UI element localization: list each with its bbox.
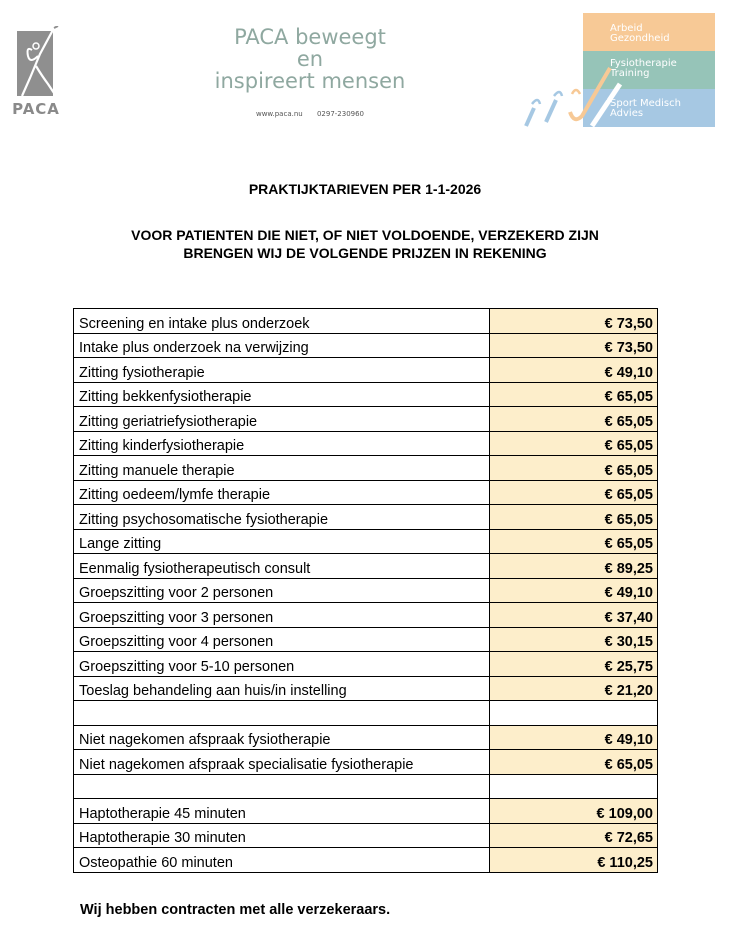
row-price: € 73,50 — [490, 333, 658, 358]
table-row — [74, 823, 658, 848]
table-row — [74, 578, 658, 603]
contact-info — [230, 110, 390, 118]
row-price: € 65,05 — [490, 456, 658, 481]
slogan — [190, 26, 430, 92]
row-price: € 49,10 — [490, 725, 658, 750]
row-description: Eenmalig fysiotherapeutisch consult — [74, 554, 490, 579]
table-row-spacer — [74, 701, 658, 726]
phone-number: 0297-230960 — [316, 110, 365, 118]
table-row — [74, 505, 658, 530]
row-price: € 25,75 — [490, 652, 658, 677]
band-2-line-1: Fysiotherapie — [610, 58, 677, 69]
table-row — [74, 382, 658, 407]
paca-figure-icon — [12, 26, 60, 101]
row-description: Zitting bekkenfysiotherapie — [74, 382, 490, 407]
row-price: € 110,25 — [490, 848, 658, 873]
row-price: € 37,40 — [490, 603, 658, 628]
row-price: € 89,25 — [490, 554, 658, 579]
row-price: € 65,05 — [490, 505, 658, 530]
row-price: € 65,05 — [490, 480, 658, 505]
table-row — [74, 799, 658, 824]
table-row — [74, 603, 658, 628]
services-logo — [520, 12, 720, 128]
row-description: Groepszitting voor 4 personen — [74, 627, 490, 652]
table-row — [74, 480, 658, 505]
dancing-figures-icon — [520, 12, 720, 128]
table-row — [74, 333, 658, 358]
row-description: Screening en intake plus onderzoek — [74, 309, 490, 334]
row-price: € 65,05 — [490, 431, 658, 456]
band-3-line-2: Advies — [610, 108, 644, 119]
row-price: € 73,50 — [490, 309, 658, 334]
row-description: Haptotherapie 45 minuten — [74, 799, 490, 824]
row-description: Groepszitting voor 3 personen — [74, 603, 490, 628]
paca-logo — [12, 26, 60, 120]
band-2-line-2: Training — [610, 68, 650, 79]
table-row — [74, 652, 658, 677]
row-description — [74, 701, 490, 726]
slogan-line-1: PACA beweegt — [234, 25, 386, 49]
row-description: Zitting geriatriefysiotherapie — [74, 407, 490, 432]
subtitle-line-2: BRENGEN WIJ DE VOLGENDE PRIJZEN IN REKENING — [183, 245, 547, 261]
row-description: Zitting fysiotherapie — [74, 358, 490, 383]
table-row — [74, 309, 658, 334]
band-3-line-1: Sport Medisch — [610, 98, 681, 109]
row-price: € 30,15 — [490, 627, 658, 652]
table-row-spacer — [74, 774, 658, 799]
row-description: Haptotherapie 30 minuten — [74, 823, 490, 848]
row-description: Osteopathie 60 minuten — [74, 848, 490, 873]
row-price: € 72,65 — [490, 823, 658, 848]
table-row — [74, 431, 658, 456]
paca-logo-text: PACA — [12, 100, 60, 118]
row-description — [74, 774, 490, 799]
table-row — [74, 750, 658, 775]
footer-note: Wij hebben contracten met alle verzekeraars. — [80, 902, 391, 918]
row-price: € 65,05 — [490, 529, 658, 554]
page-title: PRAKTIJKTARIEVEN PER 1-1-2026 — [248, 181, 482, 197]
subtitle-line-1: VOOR PATIENTEN DIE NIET, OF NIET VOLDOENDE, VERZEKERD ZIJN — [131, 227, 599, 243]
row-price — [490, 701, 658, 726]
table-row — [74, 848, 658, 873]
table-row — [74, 358, 658, 383]
row-description: Niet nagekomen afspraak specialisatie fysiotherapie — [74, 750, 490, 775]
row-description: Groepszitting voor 2 personen — [74, 578, 490, 603]
row-description: Intake plus onderzoek na verwijzing — [74, 333, 490, 358]
row-price: € 65,05 — [490, 382, 658, 407]
table-row — [74, 554, 658, 579]
row-description: Toeslag behandeling aan huis/in instelling — [74, 676, 490, 701]
page-subtitle — [0, 226, 730, 262]
slogan-line-3: inspireert mensen — [214, 69, 406, 93]
band-1-line-2: Gezondheid — [610, 33, 670, 44]
row-price: € 109,00 — [490, 799, 658, 824]
table-row — [74, 676, 658, 701]
band-1-line-1: Arbeid — [610, 23, 643, 34]
price-table — [73, 308, 658, 873]
row-description: Zitting kinderfysiotherapie — [74, 431, 490, 456]
row-price: € 65,05 — [490, 407, 658, 432]
row-price — [490, 774, 658, 799]
row-description: Zitting oedeem/lymfe therapie — [74, 480, 490, 505]
table-row — [74, 407, 658, 432]
table-row — [74, 529, 658, 554]
slogan-line-2: en — [296, 47, 324, 71]
row-price: € 21,20 — [490, 676, 658, 701]
table-row — [74, 725, 658, 750]
row-description: Lange zitting — [74, 529, 490, 554]
row-description: Groepszitting voor 5-10 personen — [74, 652, 490, 677]
row-description: Zitting manuele therapie — [74, 456, 490, 481]
row-price: € 49,10 — [490, 358, 658, 383]
row-description: Zitting psychosomatische fysiotherapie — [74, 505, 490, 530]
row-price: € 65,05 — [490, 750, 658, 775]
website-link[interactable]: www.paca.nu — [255, 110, 303, 118]
table-row — [74, 456, 658, 481]
table-row — [74, 627, 658, 652]
row-price: € 49,10 — [490, 578, 658, 603]
row-description: Niet nagekomen afspraak fysiotherapie — [74, 725, 490, 750]
